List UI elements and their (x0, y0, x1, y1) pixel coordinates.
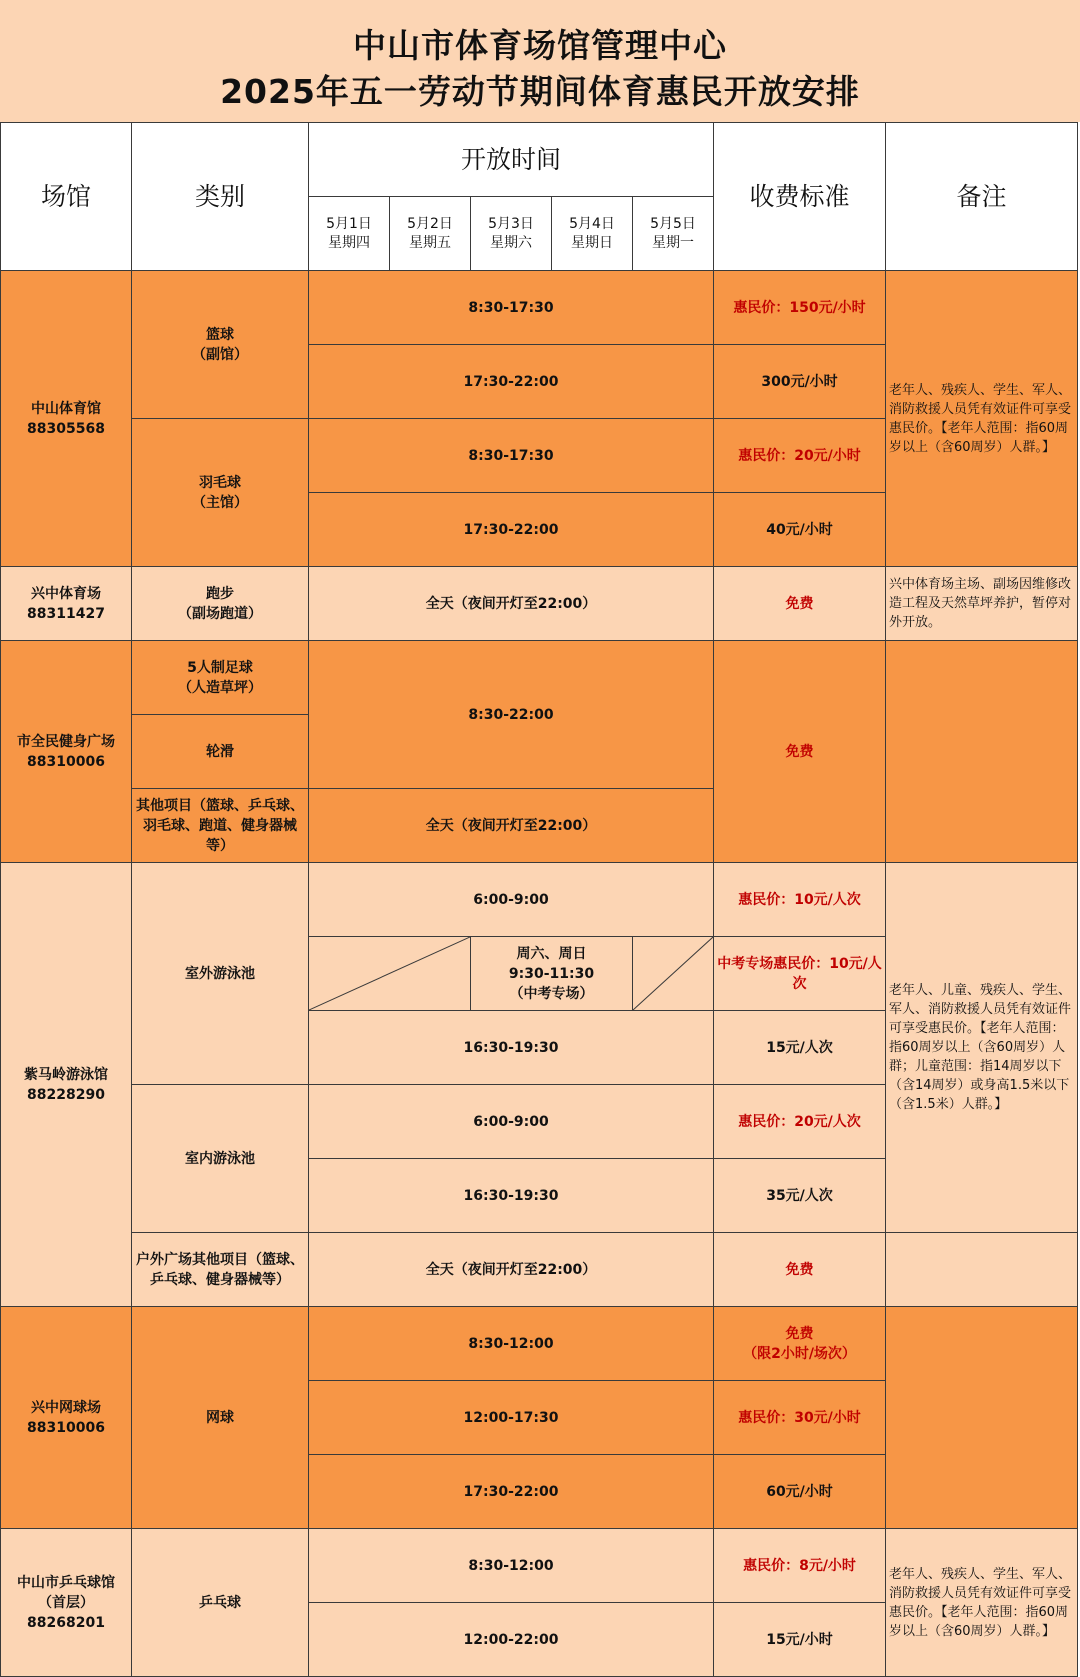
venue-pool: 紫马岭游泳馆 88228290 (1, 863, 132, 1307)
header-day-2: 5月2日 星期五 (390, 197, 471, 271)
fee-cell: 中考专场惠民价：10元/人次 (714, 937, 886, 1011)
diagonal-empty-cell (309, 937, 471, 1011)
fee-cell: 惠民价：20元/人次 (714, 1085, 886, 1159)
category-badminton: 羽毛球 （主馆） (132, 419, 309, 567)
time-cell: 6:00-9:00 (309, 1085, 714, 1159)
note-gym: 老年人、残疾人、学生、军人、消防救援人员凭有效证件可享受惠民价。【老年人范围：指60周岁以上（含60周岁）人群。】 (886, 271, 1078, 567)
header-category: 类别 (132, 123, 309, 271)
header-day-1: 5月1日 星期四 (309, 197, 390, 271)
venue-stadium: 兴中体育场 88311427 (1, 567, 132, 641)
venue-pingpong: 中山市乒乓球馆 （首层） 88268201 (1, 1529, 132, 1677)
diagonal-line (309, 937, 470, 1010)
category-skating: 轮滑 (132, 715, 309, 789)
diagonal-line (633, 937, 713, 1010)
note-pool-empty (886, 1233, 1078, 1307)
fee-cell: 惠民价：8元/小时 (714, 1529, 886, 1603)
page-subtitle: 2025年五一劳动节期间体育惠民开放安排 (220, 72, 860, 111)
time-cell: 8:30-17:30 (309, 271, 714, 345)
category-running: 跑步 （副场跑道） (132, 567, 309, 641)
time-cell: 17:30-22:00 (309, 345, 714, 419)
venue-plaza: 市全民健身广场 88310006 (1, 641, 132, 863)
note-tennis-empty (886, 1307, 1078, 1529)
venue-gym: 中山体育馆 88305568 (1, 271, 132, 567)
time-cell: 6:00-9:00 (309, 863, 714, 937)
time-cell: 8:30-12:00 (309, 1307, 714, 1381)
category-basketball: 篮球 （副馆） (132, 271, 309, 419)
note-pool: 老年人、儿童、残疾人、学生、军人、消防救援人员凭有效证件可享受惠民价。【老年人范围：指60周岁以上（含60周岁）人群；儿童范围：指14周岁以下（含14周岁）或身高1.5米以下（含1.5米）人群。】 (886, 863, 1078, 1233)
fee-cell: 惠民价：30元/小时 (714, 1381, 886, 1455)
fee-cell: 免费 (714, 567, 886, 641)
header-day-5: 5月5日 星期一 (633, 197, 714, 271)
time-cell: 8:30-12:00 (309, 1529, 714, 1603)
time-cell: 12:00-22:00 (309, 1603, 714, 1677)
time-cell: 全天（夜间开灯至22:00） (309, 789, 714, 863)
note-pingpong: 老年人、残疾人、学生、军人、消防救援人员凭有效证件可享受惠民价。【老年人范围：指60周岁以上（含60周岁）人群。】 (886, 1529, 1078, 1677)
fee-cell: 惠民价：10元/人次 (714, 863, 886, 937)
special-session-cell: 周六、周日 9:30-11:30 （中考专场） (471, 937, 633, 1011)
header-fee: 收费标准 (714, 123, 886, 271)
category-indoor-pool: 室内游泳池 (132, 1085, 309, 1233)
fee-cell: 15元/小时 (714, 1603, 886, 1677)
fee-cell: 免费 (714, 1233, 886, 1307)
time-cell: 12:00-17:30 (309, 1381, 714, 1455)
time-cell: 16:30-19:30 (309, 1159, 714, 1233)
venue-tennis: 兴中网球场 88310006 (1, 1307, 132, 1529)
category-football: 5人制足球 （人造草坪） (132, 641, 309, 715)
fee-cell: 300元/小时 (714, 345, 886, 419)
time-cell: 8:30-17:30 (309, 419, 714, 493)
header-open-time: 开放时间 (309, 123, 714, 197)
schedule-table (0, 122, 1078, 1677)
note-plaza-empty (886, 641, 1078, 863)
time-cell: 16:30-19:30 (309, 1011, 714, 1085)
title-banner (0, 0, 1080, 122)
fee-cell: 60元/小时 (714, 1455, 886, 1529)
header-day-4: 5月4日 星期日 (552, 197, 633, 271)
time-cell: 8:30-22:00 (309, 641, 714, 789)
category-outdoor-other: 户外广场其他项目（篮球、乒乓球、健身器械等） (132, 1233, 309, 1307)
fee-cell: 惠民价：150元/小时 (714, 271, 886, 345)
fee-cell: 惠民价：20元/小时 (714, 419, 886, 493)
fee-cell: 15元/人次 (714, 1011, 886, 1085)
category-others: 其他项目（篮球、乒乓球、羽毛球、跑道、健身器械等） (132, 789, 309, 863)
category-pingpong: 乒乓球 (132, 1529, 309, 1677)
category-outdoor-pool: 室外游泳池 (132, 863, 309, 1085)
fee-cell: 免费 （限2小时/场次） (714, 1307, 886, 1381)
page-title: 中山市体育场馆管理中心 (353, 26, 727, 65)
fee-cell: 40元/小时 (714, 493, 886, 567)
time-cell: 17:30-22:00 (309, 1455, 714, 1529)
time-cell: 全天（夜间开灯至22:00） (309, 1233, 714, 1307)
fee-cell: 免费 (714, 641, 886, 863)
header-venue: 场馆 (1, 123, 132, 271)
time-cell: 17:30-22:00 (309, 493, 714, 567)
note-stadium: 兴中体育场主场、副场因维修改造工程及天然草坪养护，暂停对外开放。 (886, 567, 1078, 641)
category-tennis: 网球 (132, 1307, 309, 1529)
fee-cell: 35元/人次 (714, 1159, 886, 1233)
header-note: 备注 (886, 123, 1078, 271)
diagonal-empty-cell (633, 937, 714, 1011)
time-cell: 全天（夜间开灯至22:00） (309, 567, 714, 641)
header-day-3: 5月3日 星期六 (471, 197, 552, 271)
